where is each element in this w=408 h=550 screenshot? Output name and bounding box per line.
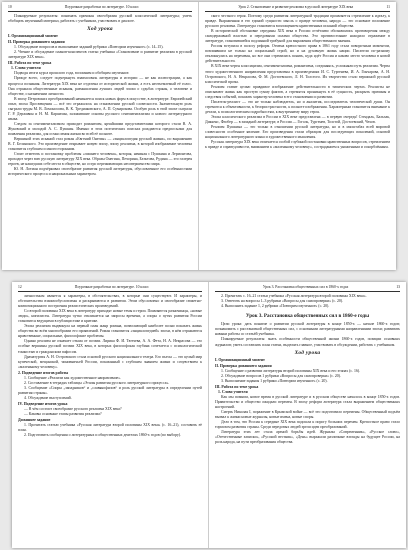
- running-head: [8, 5, 192, 12]
- spread-bottom: [12, 282, 406, 548]
- paragraph: личностным является я характеры, в обстоятельствах, в которые они существуют. И характеры, и обстоятельства взаимообусловлены и раскрываются в развитии. Этим обусловлено и своеобразие сюжетно-композиционного построения реалистических произведений.: [18, 294, 202, 309]
- section-title: III. Работа по теме урока: [8, 61, 52, 66]
- section-title: II. Проверка домашнего задания: [8, 40, 65, 45]
- paragraph: Цели урока: дать понятие о развитии русской литературы в конце 1850-х — начале 1860-х годов; познакомить с расстановкой общественных сил, с основными литературными направлениями эпохи; развивать навыки работы со статьёй учебника.: [215, 322, 400, 337]
- page-body: [8, 14, 192, 177]
- page-number: 13: [396, 285, 400, 289]
- paragraph: 3. Сообщение «Споры „западников“ и „славянофилов“ и роль русской литературы в определении путей развития страны».: [18, 385, 202, 395]
- paragraph: ского честного героя. Поэтому среди развития литературной традиции проявляется стремление к идеалу, к правде. Выраженная в его единой сущности мысль о правде человека, народа — это основное положение русского реализма. Литература становится воплощением нравственных исканий общества.: [205, 14, 390, 29]
- section-title: III. Работа по теме урока: [215, 384, 259, 389]
- paragraph: В исторической обстановке середины XIX века в России отчётливо обозначились противоречия между самодержавной властью и передовыми силами общества. Это противостояние находило отражение в литературе, становившейся подлинной трибуной для выражения общественного мнения.: [205, 29, 390, 44]
- spread-top: [2, 2, 396, 270]
- page-right: [209, 282, 406, 548]
- section-heading: Ход урока: [87, 26, 113, 33]
- running-head: [205, 5, 390, 12]
- running-title: Урок 3. Расстановка общественных сил в 1860-х годах: [262, 285, 349, 289]
- paragraph: 1. Сообщение «Реализм как художественное направление».: [24, 375, 122, 380]
- page-right: [199, 2, 396, 270]
- paragraph: Эпоха классического реализма в России в XIX веке представлена — в первую очередь! Стендаль, Бальзак, Диккенс, Флобер — в западной литературе, в России — Гоголь, Тургенев, Толстой, Достоевский, Чехов.: [205, 114, 390, 124]
- paragraph: 1. Сообщение о развитии литературы второй половины XIX века и его этапах (с. 16).: [221, 368, 361, 373]
- paragraph: Подводя итоги курса прошлого года, вспомним и обобщим изученное.: [14, 71, 130, 76]
- paragraph: 3. Выполнение задания 1 рубрики «Повторим изученное» (с. 20).: [221, 378, 328, 383]
- paragraph: 2. Составление в тетрадях таблицы «Этапы развития русского литературного процесса».: [24, 380, 170, 385]
- section-title: Домашнее задание: [18, 418, 51, 423]
- paragraph: 3. Ответить на вопросы 1–3 рубрики «Вопросы для самопроверки» (с. 20).: [221, 299, 344, 304]
- paragraph: 4. Обсуждение выступлений.: [24, 395, 72, 400]
- page-body: [215, 294, 400, 445]
- paragraph: 1. Прочитать статью учебника «Русская литература второй половины XIX века» (с. 16–21), составить её план.: [18, 423, 202, 433]
- paragraph: 2. Прочитать с. 16–21 статьи учебника «Русская литература второй половины XIX века».: [221, 294, 367, 298]
- paragraph: Смерть Николая I, поражение в Крымской войне — всё это подготовило перемены. Общественный подъём вызвал к жизни новые журналы, новые имена, новые споры.: [215, 410, 400, 420]
- paragraph: Вершиной этих исканий стал роман «Евгений Онегин» — «энциклопедия русской жизни», по выражению В. Г. Белинского. Это произведение открывает новую эпоху, эпоху реализма, в которой изображение человека становится глубоким и многосторонним.: [8, 137, 192, 152]
- paragraph: Планируемые результаты: знать особенности общественной жизни 1860-х годов, позиции основных журналов; уметь составлять план статьи, выделять главное, участвовать в обсуждении, работать с учебником.: [215, 337, 400, 347]
- paragraph: Эпоха реализма выдвинула на первый план жанр романа, позволяющий наиболее полно показать жизнь общества во всём многообразии его проявлений. Роман становится «энциклопедией» эпохи, в нём отражаются нравственные, социальные, философские проблемы.: [18, 324, 202, 339]
- paragraph: 2. Обсуждение вопросов 1 рубрики «Вопросы для самопроверки» (с. 20).: [221, 373, 341, 378]
- paragraph: 2. Чтение и обсуждение планов-конспектов статьи учебника «Становление и развитие реализма в русской литературе XIX века».: [8, 50, 192, 60]
- paragraph: — Каковы основные этапы развития реализма?: [24, 412, 102, 417]
- running-title: Поурочные разработки по литературе. 10 класс: [74, 285, 149, 289]
- running-title: Урок 2. Становление и развитие реализма в русской литературе XIX века: [238, 5, 354, 9]
- page-number: 12: [18, 285, 22, 289]
- paragraph: Русская литература XIX века отличается особой глубиной постановки нравственных вопросов, стремлением к правде и справедливости, вниманием к «маленькому человеку», состраданием к униженным и оскорблённым.: [205, 140, 390, 150]
- paragraph: Со второй половины XIX века в литературу приходят новые темы и герои. Появляются разночинцы, «новые люди», нигилисты. Литература чутко откликается на запросы времени, а споры о путях развития России становятся ведущими в публицистике и критике.: [18, 309, 202, 324]
- paragraph: Литература этих лет стала ареной борьбы идей. Журналы «Современник», «Русское слово», «Отечественные записки», «Русский вестник», «День» выражали различные взгляды на будущее России, на роль народа, на пути преобразования общества.: [215, 430, 400, 445]
- subsection-title: 1. Слово учителя: [218, 389, 248, 394]
- paragraph: Стоит отметить и постановку проблемы «лишнего человека», которая, начиная с Пушкина и Лермонтова, проходит через всю русскую литературу XIX века. Образы Онегина, Печорина, Бельтова, Рудина — это галерея героев, не нашедших себе места в обществе, но остро переживающих несовершенство мира.: [8, 152, 192, 167]
- paragraph: В эпоху Петровских преобразований начинается поиск новых форм в искусстве, в литературе. Европейский опыт, эпоха Просвещения — всё это отражалось на становлении русской словесности. Значительную роль сыграли труды М. В. Ломоносова, В. К. Тредиаковского, А. П. Сумарокова. Особую роль в этой эпохе сыграли Г. Р. Державин и Н. М. Карамзин, заложившие основы русского сентиментализма и нового литературного языка.: [8, 96, 192, 121]
- paragraph: Реализм ставит целью правдивое изображение действительности в типических чертах. Реалисты не описывают жизнь как простую сумму фактов, а стремятся проникнуть в её сущность, раскрыть причины и следствия событий, показать характер человека в его становлении и развитии.: [205, 84, 390, 99]
- paragraph: В XIX веке черты классицизма, сентиментализма, романтизма, соединяясь, усложняли путь реализма. Черты этого художественного направления представлены в произведениях И. С. Тургенева, И. А. Гончарова, А. Н. Островского, Н. А. Некрасова, Ф. М. Достоевского, Л. Н. Толстого. Их творчество стало вершиной русской классической прозы.: [205, 64, 390, 84]
- running-title: Поурочные разработки по литературе. 10 класс: [64, 5, 139, 9]
- paragraph: Как мы помним, новое время в русской литературе и в русском обществе началось в конце 1850-х годов. Правительство и общество ожидали перемен. В эпоху реформ литература стала выражением общественных настроений.: [215, 394, 400, 409]
- paragraph: 2. Подготовить сообщения о литературных и общественных деятелях 1860-х годов (по выбору).: [24, 433, 182, 438]
- paragraph: Однако реализм не означает отказа от поэзии. Лирика Ф. И. Тютчева, А. А. Фета, Н. А. Некрасова — это особые вершины русской поэзии XIX века, в которых философская глубина сочетается с психологической тонкостью и гражданским пафосом.: [18, 339, 202, 354]
- subsection-title: 1. Слово учителя: [11, 66, 41, 71]
- paragraph: Планируемые результаты: понимать причины своеобразия русской классической литературы; уметь обобщать изученный материал, работать с учебником, участвовать в диалоге.: [8, 14, 192, 24]
- paragraph: 4. Выполнить задание 1, 2 рубрики «Повторим изученное» (с. 20).: [221, 304, 330, 309]
- paragraph: Дело в том, что Россия к середине XIX века подошла к порогу больших перемен. Крепостное право стало тормозом развития страны. Среди передовых людей зрели идеи преобразований.: [215, 420, 400, 430]
- paragraph: — В чём состоит своеобразие русского реализма XIX века?: [24, 407, 122, 412]
- page-number: 11: [386, 5, 390, 9]
- paragraph: Прежде всего, следует подчеркнуть взаимосвязь литературы и истории — не как иллюстрации, а как процесса познания. Литература XIX века не отделена от исторической жизни, а есть неотъемлемый её голос. Она отражала общественные искания, размышления лучших людей эпохи о судьбах страны, о человеке и обществе, о назначении личности.: [8, 76, 192, 96]
- paragraph: 1. Обсуждение вопросов и выполнение заданий рубрики «Повторим изученное» (с. 14–15).: [14, 45, 164, 50]
- section-title: 2. Подведение итогов работы: [18, 370, 69, 375]
- section-heading: Ход урока: [294, 349, 321, 356]
- running-head: [18, 285, 202, 292]
- page-left: [2, 2, 199, 270]
- paragraph: Россия вступила в полосу реформ. Отмена крепостного права в 1861 году стала поворотным моментом, повлиявшим не только на социальный строй, но и на духовную жизнь нации. Писатели по-разному откликнулись на перемены, но все они стремились понять, куда идёт Россия и каково место человека в новой действительности.: [205, 44, 390, 64]
- paragraph: Драматургия А. Н. Островского стала основой русского национального театра. Его пьесы — это целый мир купеческой, мещанской, чиновничьей России, показанный с глубоким знанием жизни и сочувствием к «маленькому человеку».: [18, 354, 202, 369]
- page-body: [205, 14, 390, 150]
- section-title: IV. Подведение итогов урока: [18, 401, 68, 406]
- paragraph: Следом за сентиментализмом приходит романтизм, ярчайшими представителями которого стали В. А. Жуковский и молодой А. С. Пушкин. Именно в этих поэтических поисках рождаются предпосылки для появления реализма, для осмысления жизни во всей её полноте.: [8, 121, 192, 136]
- paragraph: Реализм Пушкина — это только в отношении русской литературы, но и в масштабах всей мировой словесности особенное явление. Его произведения стали образцом для последующих поколений, основой национального литературного языка и художественного мышления.: [205, 125, 390, 140]
- paragraph: Писатель-реалист — это не только наблюдатель, но и аналитик, исследователь человеческой души. Он стремится к объективности, к беспристрастности, к полноте изображения. Характерным становится внимание к детали, к психологическим подробностям, к внутреннему миру героя.: [205, 99, 390, 114]
- page-number: 10: [8, 5, 12, 9]
- section-title: I. Организационный момент: [215, 357, 265, 362]
- paragraph: Ю. Н. Лотман подчёркивал своеобразие развития русской литературы, обусловленное его особенностями исторического процесса и национальным характером.: [8, 167, 192, 177]
- page-left: [12, 282, 209, 548]
- section-title: II. Проверка домашнего задания: [215, 363, 272, 368]
- page-body: [18, 294, 202, 438]
- section-title: I. Организационный момент: [8, 34, 58, 39]
- running-head: [215, 285, 400, 292]
- lesson-title: Урок 3. Расстановка общественных сил в 1860-е годы: [245, 313, 370, 320]
